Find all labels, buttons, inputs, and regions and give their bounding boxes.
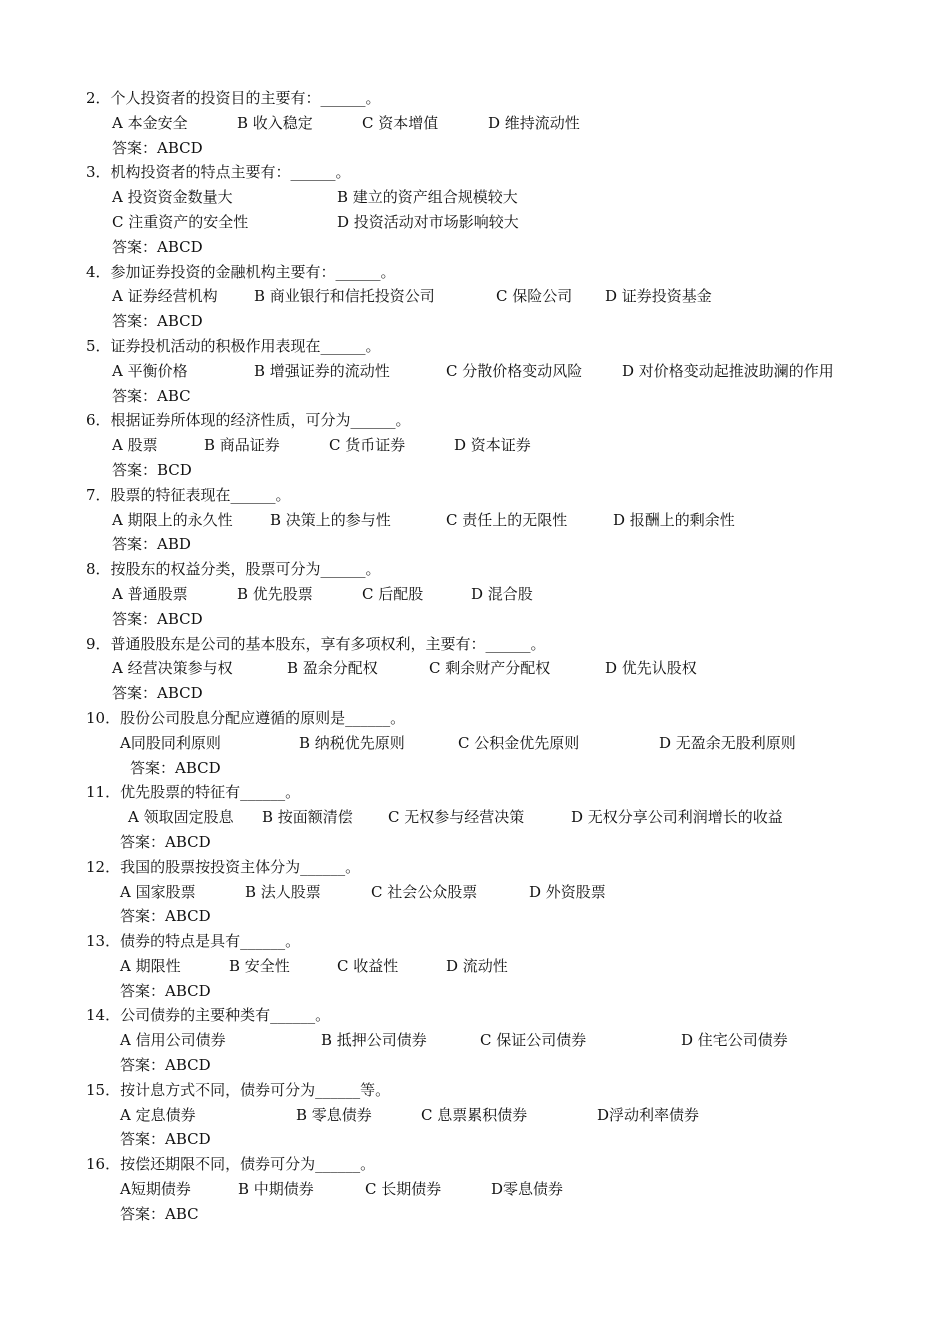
answer-text: 答案：ABC bbox=[112, 386, 191, 405]
option-d: D 对价格变动起推波助澜的作用 bbox=[622, 361, 834, 380]
option-c: C 剩余财产分配权 bbox=[429, 659, 551, 678]
option-a: A 期限上的永久性 bbox=[112, 510, 233, 529]
answer-text: 答案：ABCD bbox=[112, 684, 203, 703]
option-b: B 商业银行和信托投资公司 bbox=[254, 287, 435, 306]
option-b: B 安全性 bbox=[229, 956, 290, 975]
option-d: D 维持流动性 bbox=[488, 113, 580, 132]
option-d: D 无盈余无股利原则 bbox=[659, 733, 796, 752]
option-d: D 报酬上的剩余性 bbox=[613, 510, 735, 529]
answer-text: 答案：ABCD bbox=[120, 981, 211, 1000]
option-a: C 注重资产的安全性 bbox=[112, 212, 249, 231]
option-d: D 外资股票 bbox=[529, 882, 606, 901]
option-d: D 无权分享公司利润增长的收益 bbox=[571, 808, 783, 827]
question-stem: 2．个人投资者的投资目的主要有：______。 bbox=[86, 89, 381, 107]
option-a: A 经营决策参与权 bbox=[112, 659, 233, 678]
answer-text: 答案：ABCD bbox=[112, 312, 203, 331]
option-c: C 责任上的无限性 bbox=[446, 510, 568, 529]
option-c: C 保险公司 bbox=[496, 287, 573, 306]
options-row bbox=[0, 582, 950, 607]
option-c: C 社会公众股票 bbox=[371, 882, 478, 901]
answer-text: 答案：ABCD bbox=[120, 1130, 211, 1149]
question-stem: 4．参加证券投资的金融机构主要有：______。 bbox=[86, 262, 396, 281]
options-row bbox=[0, 1177, 950, 1202]
option-b: B 收入稳定 bbox=[237, 113, 313, 132]
option-d: D 优先认股权 bbox=[605, 659, 697, 678]
options-row bbox=[0, 880, 950, 905]
option-b: B 零息债券 bbox=[296, 1105, 372, 1124]
question-stem: 16．按偿还期限不同，债券可分为______。 bbox=[86, 1155, 376, 1174]
option-b: B 抵押公司债券 bbox=[321, 1031, 427, 1050]
option-d: D 住宅公司债券 bbox=[681, 1031, 788, 1050]
options-row bbox=[0, 433, 950, 458]
option-d: D浮动利率债券 bbox=[597, 1105, 700, 1124]
answer-text: 答案：ABCD bbox=[112, 138, 203, 157]
options-row bbox=[0, 1028, 950, 1053]
option-b: B 中期债券 bbox=[238, 1180, 314, 1199]
question-stem: 11．优先股票的特征有______。 bbox=[86, 783, 301, 802]
option-d: D 混合股 bbox=[471, 584, 533, 603]
option-a: A 平衡价格 bbox=[112, 361, 188, 380]
options-row bbox=[0, 284, 950, 309]
option-d: D零息债券 bbox=[491, 1180, 564, 1199]
question-stem: 12．我国的股票按投资主体分为______。 bbox=[86, 857, 361, 876]
answer-text: 答案：ABCD bbox=[120, 1056, 211, 1075]
options-row bbox=[0, 359, 950, 384]
question-stem: 13．债券的特点是具有______。 bbox=[86, 932, 301, 951]
option-a: A 本金安全 bbox=[112, 113, 188, 132]
options-row bbox=[0, 210, 950, 235]
option-b: B 法人股票 bbox=[245, 882, 321, 901]
option-b: D 投资活动对市场影响较大 bbox=[337, 212, 519, 231]
option-a: A 证券经营机构 bbox=[112, 287, 218, 306]
option-b: B 建立的资产组合规模较大 bbox=[337, 188, 518, 207]
question-stem: 8．按股东的权益分类，股票可分为______。 bbox=[86, 560, 381, 579]
option-a: A 普通股票 bbox=[112, 584, 188, 603]
option-c: C 无权参与经营决策 bbox=[388, 808, 525, 827]
option-c: C 收益性 bbox=[337, 956, 399, 975]
option-b: B 盈余分配权 bbox=[287, 659, 378, 678]
options-row bbox=[0, 185, 950, 210]
options-row bbox=[0, 954, 950, 979]
option-d: D 证券投资基金 bbox=[605, 287, 712, 306]
answer-text: 答案：ABCD bbox=[112, 609, 203, 628]
option-a: A 定息债券 bbox=[120, 1105, 196, 1124]
option-a: A 信用公司债券 bbox=[120, 1031, 226, 1050]
question-stem: 5．证券投机活动的积极作用表现在______。 bbox=[86, 336, 381, 355]
answer-text: 答案：BCD bbox=[112, 460, 192, 479]
option-c: C 息票累积债券 bbox=[421, 1105, 528, 1124]
option-c: C 后配股 bbox=[362, 584, 424, 603]
question-stem: 7．股票的特征表现在______。 bbox=[86, 485, 291, 504]
options-row bbox=[0, 805, 950, 830]
option-b: B 优先股票 bbox=[237, 584, 313, 603]
answer-text: 答案：ABCD bbox=[112, 237, 203, 256]
answer-text: 答案：ABC bbox=[120, 1204, 199, 1223]
option-b: B 增强证券的流动性 bbox=[254, 361, 390, 380]
options-row bbox=[0, 656, 950, 681]
option-c: C 货币证券 bbox=[329, 436, 406, 455]
option-c: C 长期债券 bbox=[365, 1180, 442, 1199]
answer-text: 答案：ABD bbox=[112, 535, 191, 554]
options-row bbox=[0, 111, 950, 136]
option-a: A 国家股票 bbox=[120, 882, 196, 901]
option-b: B 决策上的参与性 bbox=[270, 510, 391, 529]
option-c: C 保证公司债券 bbox=[480, 1031, 587, 1050]
options-row bbox=[0, 1103, 950, 1128]
option-a: A 领取固定股息 bbox=[128, 808, 234, 827]
question-stem: 9．普通股股东是公司的基本股东，享有多项权利，主要有：______。 bbox=[86, 634, 546, 653]
option-c: C 资本增值 bbox=[362, 113, 439, 132]
option-b: B 按面额清偿 bbox=[262, 808, 353, 827]
option-b: B 商品证券 bbox=[204, 436, 280, 455]
question-stem: 6．根据证券所体现的经济性质，可分为______。 bbox=[86, 411, 411, 430]
option-b: B 纳税优先原则 bbox=[299, 733, 405, 752]
option-a: A 期限性 bbox=[120, 956, 181, 975]
document-body bbox=[0, 86, 950, 1227]
option-a: A短期债券 bbox=[120, 1180, 191, 1199]
option-a: A 投资资金数量大 bbox=[112, 188, 233, 207]
answer-text: 答案：ABCD bbox=[130, 758, 221, 777]
option-c: C 公积金优先原则 bbox=[458, 733, 580, 752]
question-stem: 14．公司债券的主要种类有______。 bbox=[86, 1006, 331, 1025]
option-d: D 资本证券 bbox=[454, 436, 531, 455]
option-d: D 流动性 bbox=[446, 956, 508, 975]
option-a: A 股票 bbox=[112, 436, 158, 455]
answer-text: 答案：ABCD bbox=[120, 832, 211, 851]
options-row bbox=[0, 508, 950, 533]
question-stem: 10．股份公司股息分配应遵循的原则是______。 bbox=[86, 708, 406, 727]
question-stem: 15．按计息方式不同，债券可分为______等。 bbox=[86, 1080, 391, 1099]
answer-text: 答案：ABCD bbox=[120, 907, 211, 926]
option-a: A同股同利原则 bbox=[120, 733, 221, 752]
option-c: C 分散价格变动风险 bbox=[446, 361, 583, 380]
options-row bbox=[0, 731, 950, 756]
question-stem: 3．机构投资者的特点主要有：______。 bbox=[86, 163, 351, 182]
